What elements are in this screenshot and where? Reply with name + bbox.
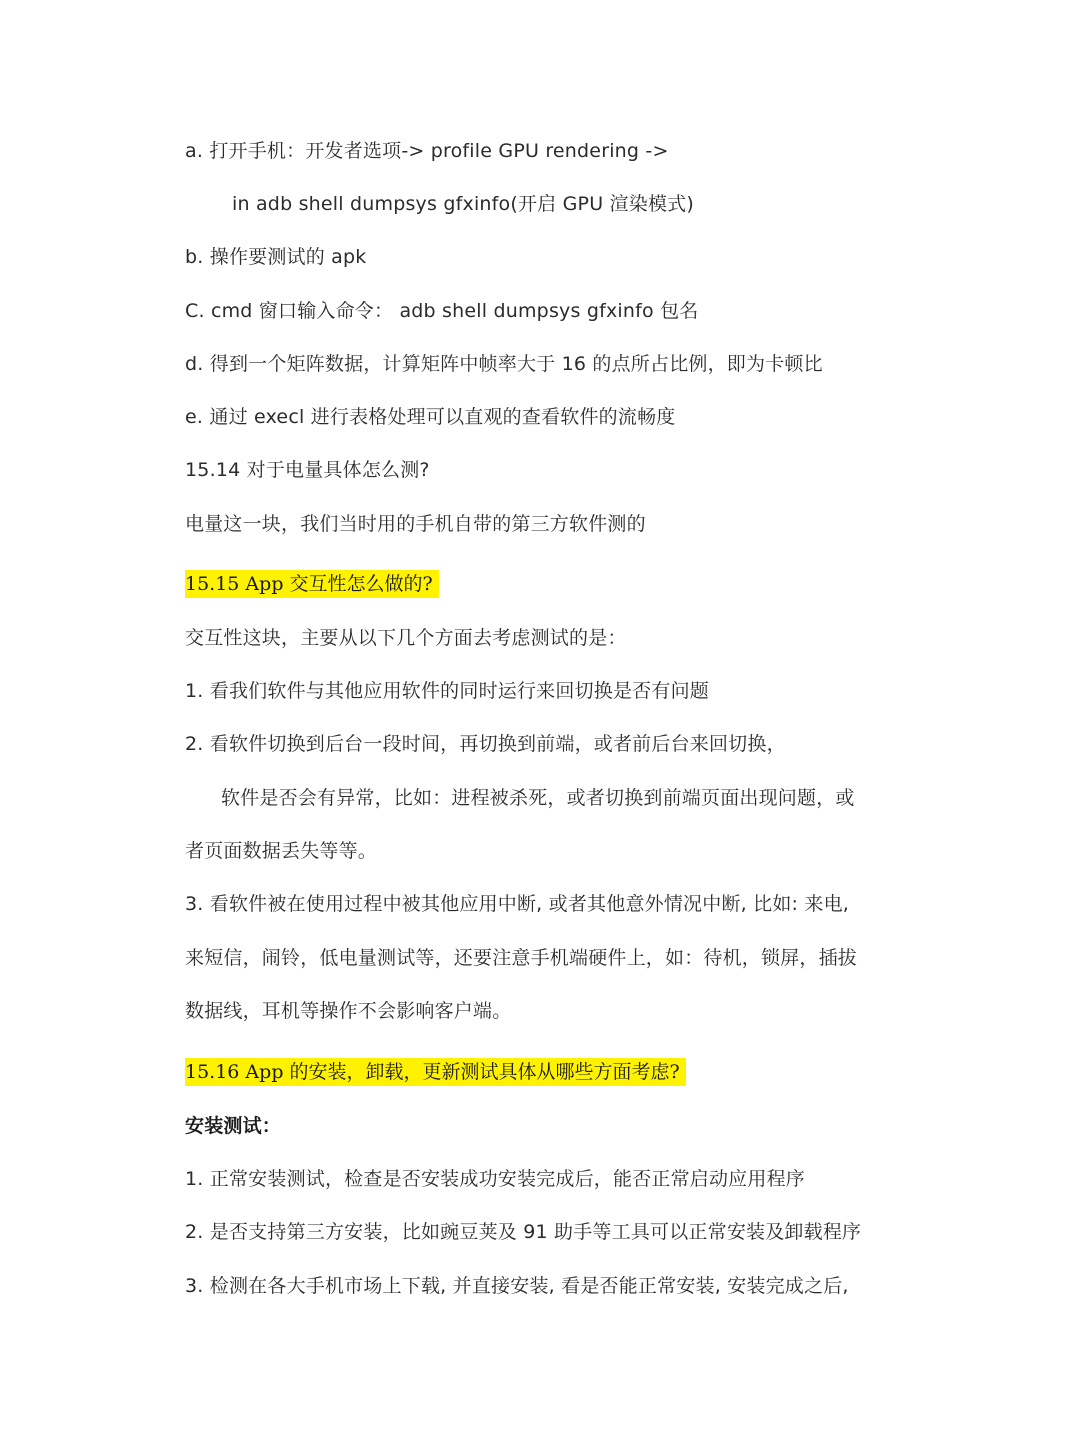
text-line-gpu-command: in adb shell dumpsys gfxinfo(开启 GPU 渲染模式) <box>232 193 694 215</box>
heading-15-16: 15.16 App 的安装，卸载，更新测试具体从哪些方面考虑? <box>185 1058 686 1086</box>
text-line-gpu-step-b: b. 操作要测试的 apk <box>185 246 367 268</box>
text-line-interaction-2: 2. 看软件切换到后台一段时间，再切换到前端，或者前后台来回切换， <box>185 733 786 755</box>
text-line-interaction-1: 1. 看我们软件与其他应用软件的同时运行来回切换是否有问题 <box>185 680 709 702</box>
text-line-gpu-step-c: C. cmd 窗口输入命令： adb shell dumpsys gfxinfo 包名 <box>185 300 699 322</box>
text-line-gpu-step-a: a. 打开手机：开发者选项-> profile GPU rendering -> <box>185 140 669 162</box>
text-line-interaction-3-end: 数据线，耳机等操作不会影响客户端。 <box>185 1000 512 1022</box>
text-line-gpu-step-d: d. 得到一个矩阵数据，计算矩阵中帧率大于 16 的点所占比例，即为卡顿比 <box>185 353 823 375</box>
text-line-install-1: 1. 正常安装测试，检查是否安装成功安装完成后，能否正常启动应用程序 <box>185 1168 805 1190</box>
answer-15-14: 电量这一块，我们当时用的手机自带的第三方软件测的 <box>185 513 646 535</box>
heading-15-15: 15.15 App 交互性怎么做的? <box>185 570 439 598</box>
question-15-14: 15.14 对于电量具体怎么测? <box>185 459 430 481</box>
text-line-interaction-3-cont: 来短信，闹铃，低电量测试等，还要注意手机端硬件上，如：待机，锁屏，插拔 <box>185 947 858 969</box>
install-test-title: 安装测试： <box>185 1115 282 1137</box>
text-line-gpu-step-e: e. 通过 execl 进行表格处理可以直观的查看软件的流畅度 <box>185 406 676 428</box>
text-line-interaction-3: 3. 看软件被在使用过程中被其他应用中断, 或者其他意外情况中断, 比如: 来电, <box>185 893 850 915</box>
text-line-interaction-2-end: 者页面数据丢失等等。 <box>185 840 378 862</box>
text-line-interaction-2-cont: 软件是否会有异常，比如：进程被杀死，或者切换到前端页面出现问题，或 <box>221 787 855 809</box>
text-line-interaction-intro: 交互性这块，主要从以下几个方面去考虑测试的是： <box>185 627 627 649</box>
text-line-install-3: 3. 检测在各大手机市场上下载, 并直接安装, 看是否能正常安装, 安装完成之后, <box>185 1275 849 1297</box>
text-line-install-2: 2. 是否支持第三方安装，比如豌豆荚及 91 助手等工具可以正常安装及卸载程序 <box>185 1221 862 1243</box>
